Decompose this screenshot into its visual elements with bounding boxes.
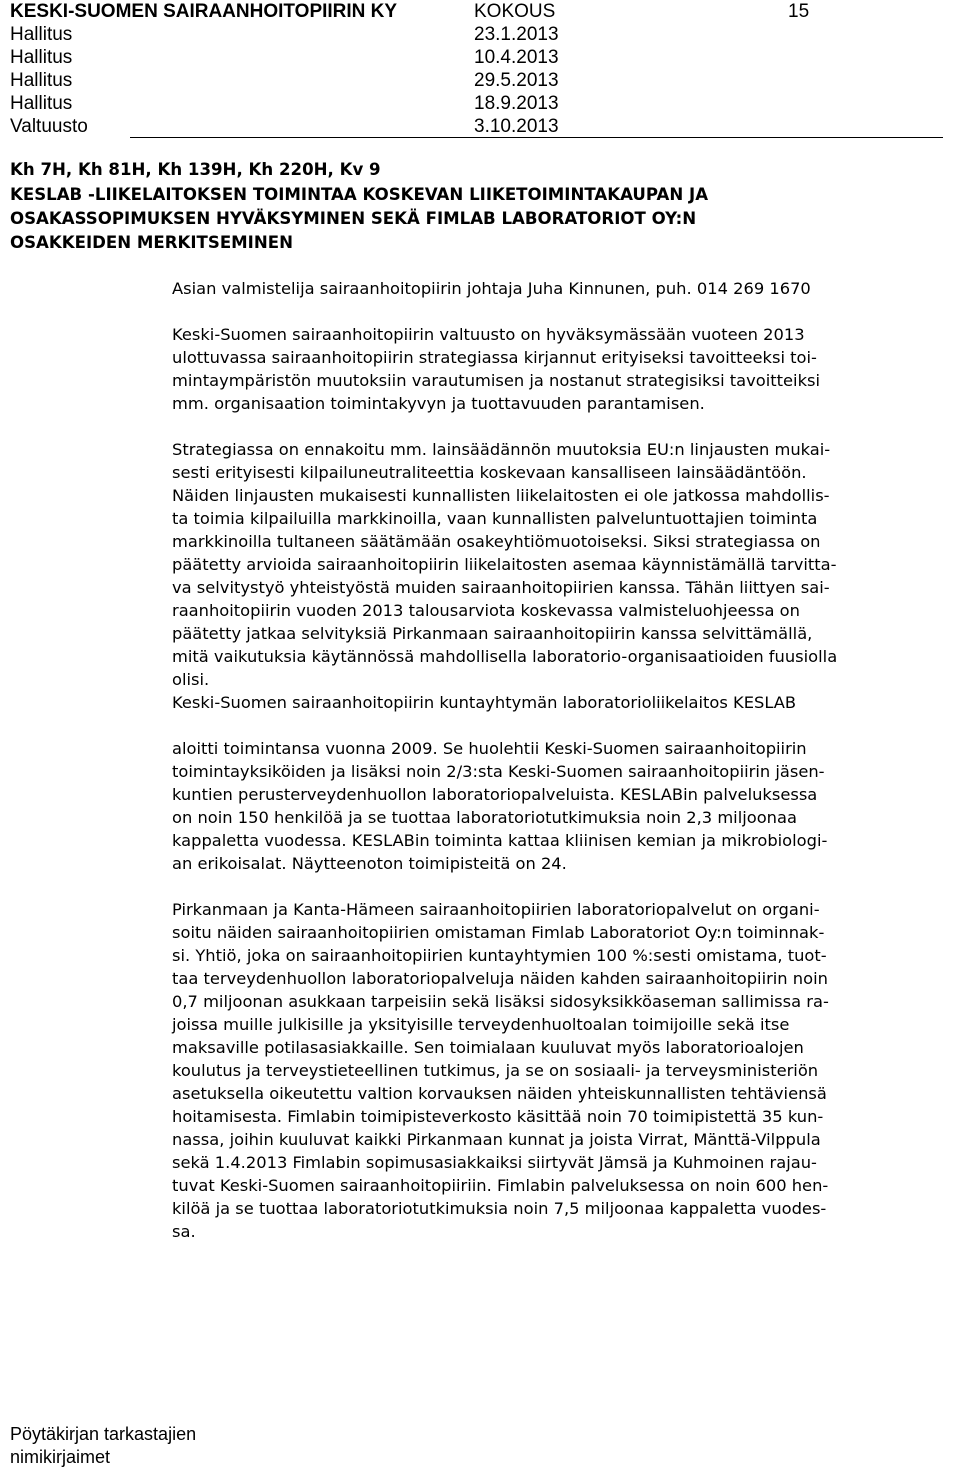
section-title-line: OSAKKEIDEN MERKITSEMINEN [10, 233, 293, 252]
meeting-body: Hallitus [10, 93, 73, 114]
body-line: an erikoisalat. Näytteenoton toimipisteitä on 24. [172, 854, 567, 873]
body-line: Pirkanmaan ja Kanta-Hämeen sairaanhoitopiirien laboratoriopalvelut on organi- [172, 900, 820, 919]
body-line: kappaletta vuodessa. KESLABin toiminta kattaa kliinisen kemian ja mikrobiologi- [172, 831, 828, 850]
body-line: kilöä ja se tuottaa laboratoriotutkimuksia noin 7,5 miljoonaa kappaletta vuodes- [172, 1199, 827, 1218]
meeting-date: 23.1.2013 [474, 24, 559, 45]
body-line: raanhoitopiirin vuoden 2013 talousarviota koskevassa valmisteluohjeessa on [172, 601, 800, 620]
body-line: mm. organisaation toimintakyvyn ja tuottavuuden parantamisen. [172, 394, 705, 413]
body-line: mitä vaikutuksia käytännössä mahdollisella laboratorio-organisaatioiden fuusiolla [172, 647, 838, 666]
body-line: sekä 1.4.2013 Fimlabin sopimusasiakkaiksi siirtyvät Jämsä ja Kuhmoinen rajau- [172, 1153, 817, 1172]
meeting-body: Hallitus [10, 70, 73, 91]
body-line: si. Yhtiö, joka on sairaanhoitopiirien kuntayhtymien 100 %:sesti omistama, tuot- [172, 946, 827, 965]
section-codes: Kh 7H, Kh 81H, Kh 139H, Kh 220H, Kv 9 [10, 160, 381, 179]
body-line: Keski-Suomen sairaanhoitopiirin kuntayhtymän laboratorioliikelaitos KESLAB [172, 693, 797, 712]
body-line: kuntien perusterveydenhuollon laboratoriopalveluista. KESLABin palveluksessa [172, 785, 818, 804]
body-line: tuvat Keski-Suomen sairaanhoitopiiriin. Fimlabin palveluksessa on noin 600 hen- [172, 1176, 829, 1195]
body-line: soitu näiden sairaanhoitopiirien omistaman Fimlab Laboratoriot Oy:n toiminnak- [172, 923, 825, 942]
meeting-date: 18.9.2013 [474, 93, 559, 114]
body-line: toimintayksiköiden ja lisäksi noin 2/3:sta Keski-Suomen sairaanhoitopiirin jäsen- [172, 762, 825, 781]
body-line: markkinoilla tultaneen säätämään osakeyhtiömuotoiseksi. Siksi strategiassa on [172, 532, 821, 551]
body-line: asetuksella oikeutettu valtion korvauksen näiden yhteiskunnallisten tehtäviensä [172, 1084, 827, 1103]
meeting-date: 3.10.2013 [474, 116, 559, 137]
body-line: mintaympäristön muutoksiin varautumisen ja nostanut strategisiksi tavoitteiksi [172, 371, 821, 390]
body-line: Näiden linjausten mukaisesti kunnallisten liikelaitosten ei ole jatkossa mahdollis- [172, 486, 830, 505]
footer-label: Pöytäkirjan tarkastajien [10, 1424, 197, 1444]
header-divider [130, 137, 943, 138]
body-line: koulutus ja terveystieteellinen tutkimus, ja se on sosiaali- ja terveysministeriön [172, 1061, 819, 1080]
body-line: Keski-Suomen sairaanhoitopiirin valtuusto on hyväksymässään vuoteen 2013 [172, 325, 805, 344]
body-line: va selvitystyö yhteistyöstä muiden sairaanhoitopiirien kanssa. Tähän liittyen sai- [172, 578, 830, 597]
body-line: on noin 150 henkilöä ja se tuottaa laboratoriotutkimuksia noin 2,3 miljoonaa [172, 808, 797, 827]
body-line: joissa muille julkisille ja yksityisille terveydenhuoltoalan toimijoille sekä itse [172, 1015, 790, 1034]
body-line: hoitamisesta. Fimlabin toimipisteverkosto käsittää noin 70 toimipistettä 35 kun- [172, 1107, 824, 1126]
body-line: taa terveydenhuollon laboratoriopalveluja näiden kahden sairaanhoitopiirin noin [172, 969, 828, 988]
section-title-line: OSAKASSOPIMUKSEN HYVÄKSYMINEN SEKÄ FIMLAB LABORATORIOT OY:N [10, 209, 697, 228]
body-line: nassa, joihin kuuluvat kaikki Pirkanmaan kunnat ja joista Virrat, Mänttä-Vilppula [172, 1130, 821, 1149]
meeting-body: Valtuusto [10, 116, 88, 137]
body-line: aloitti toimintansa vuonna 2009. Se huolehtii Keski-Suomen sairaanhoitopiirin [172, 739, 807, 758]
body-line: 0,7 miljoonan asukkaan tarpeisiin sekä lisäksi sidosyksikköaseman sallimissa ra- [172, 992, 829, 1011]
document-header [0, 0, 960, 140]
document-type: KOKOUS [474, 1, 556, 22]
body-line: ulottuvassa sairaanhoitopiirin strategiassa kirjannut erityiseksi tavoitteeksi toi- [172, 348, 817, 367]
meeting-date: 10.4.2013 [474, 47, 559, 68]
body-line: olisi. [172, 670, 210, 689]
meeting-body: Hallitus [10, 24, 73, 45]
body-line: Strategiassa on ennakoitu mm. lainsäädännön muutoksia EU:n linjausten mukai- [172, 440, 831, 459]
body-line: ta toimia kilpailuilla markkinoilla, vaan kunnallisten palveluntuottajien toiminta [172, 509, 818, 528]
body-line: sa. [172, 1222, 196, 1241]
body-line: päätetty arvioida sairaanhoitopiirin liikelaitosten asemaa käynnistämällä tarvitta- [172, 555, 837, 574]
meeting-body: Hallitus [10, 47, 73, 68]
page-number: 15 [788, 1, 810, 22]
meeting-date: 29.5.2013 [474, 70, 559, 91]
section-title-line: KESLAB -LIIKELAITOKSEN TOIMINTAA KOSKEVAN LIIKETOIMINTAKAUPAN JA [10, 185, 709, 204]
body-line: sesti erityisesti kilpailuneutraliteettia koskevaan kansalliseen lainsäädäntöön. [172, 463, 807, 482]
footer-label: nimikirjaimet [10, 1447, 111, 1467]
body-line: maksaville potilasasiakkaille. Sen toimialaan kuuluvat myös laboratorioalojen [172, 1038, 804, 1057]
preparer-line: Asian valmistelija sairaanhoitopiirin johtaja Juha Kinnunen, puh. 014 269 1670 [172, 279, 811, 298]
organization-name: KESKI-SUOMEN SAIRAANHOITOPIIRIN KY [10, 1, 398, 22]
body-line: päätetty jatkaa selvityksiä Pirkanmaan sairaanhoitopiirin kanssa selvittämällä, [172, 624, 813, 643]
